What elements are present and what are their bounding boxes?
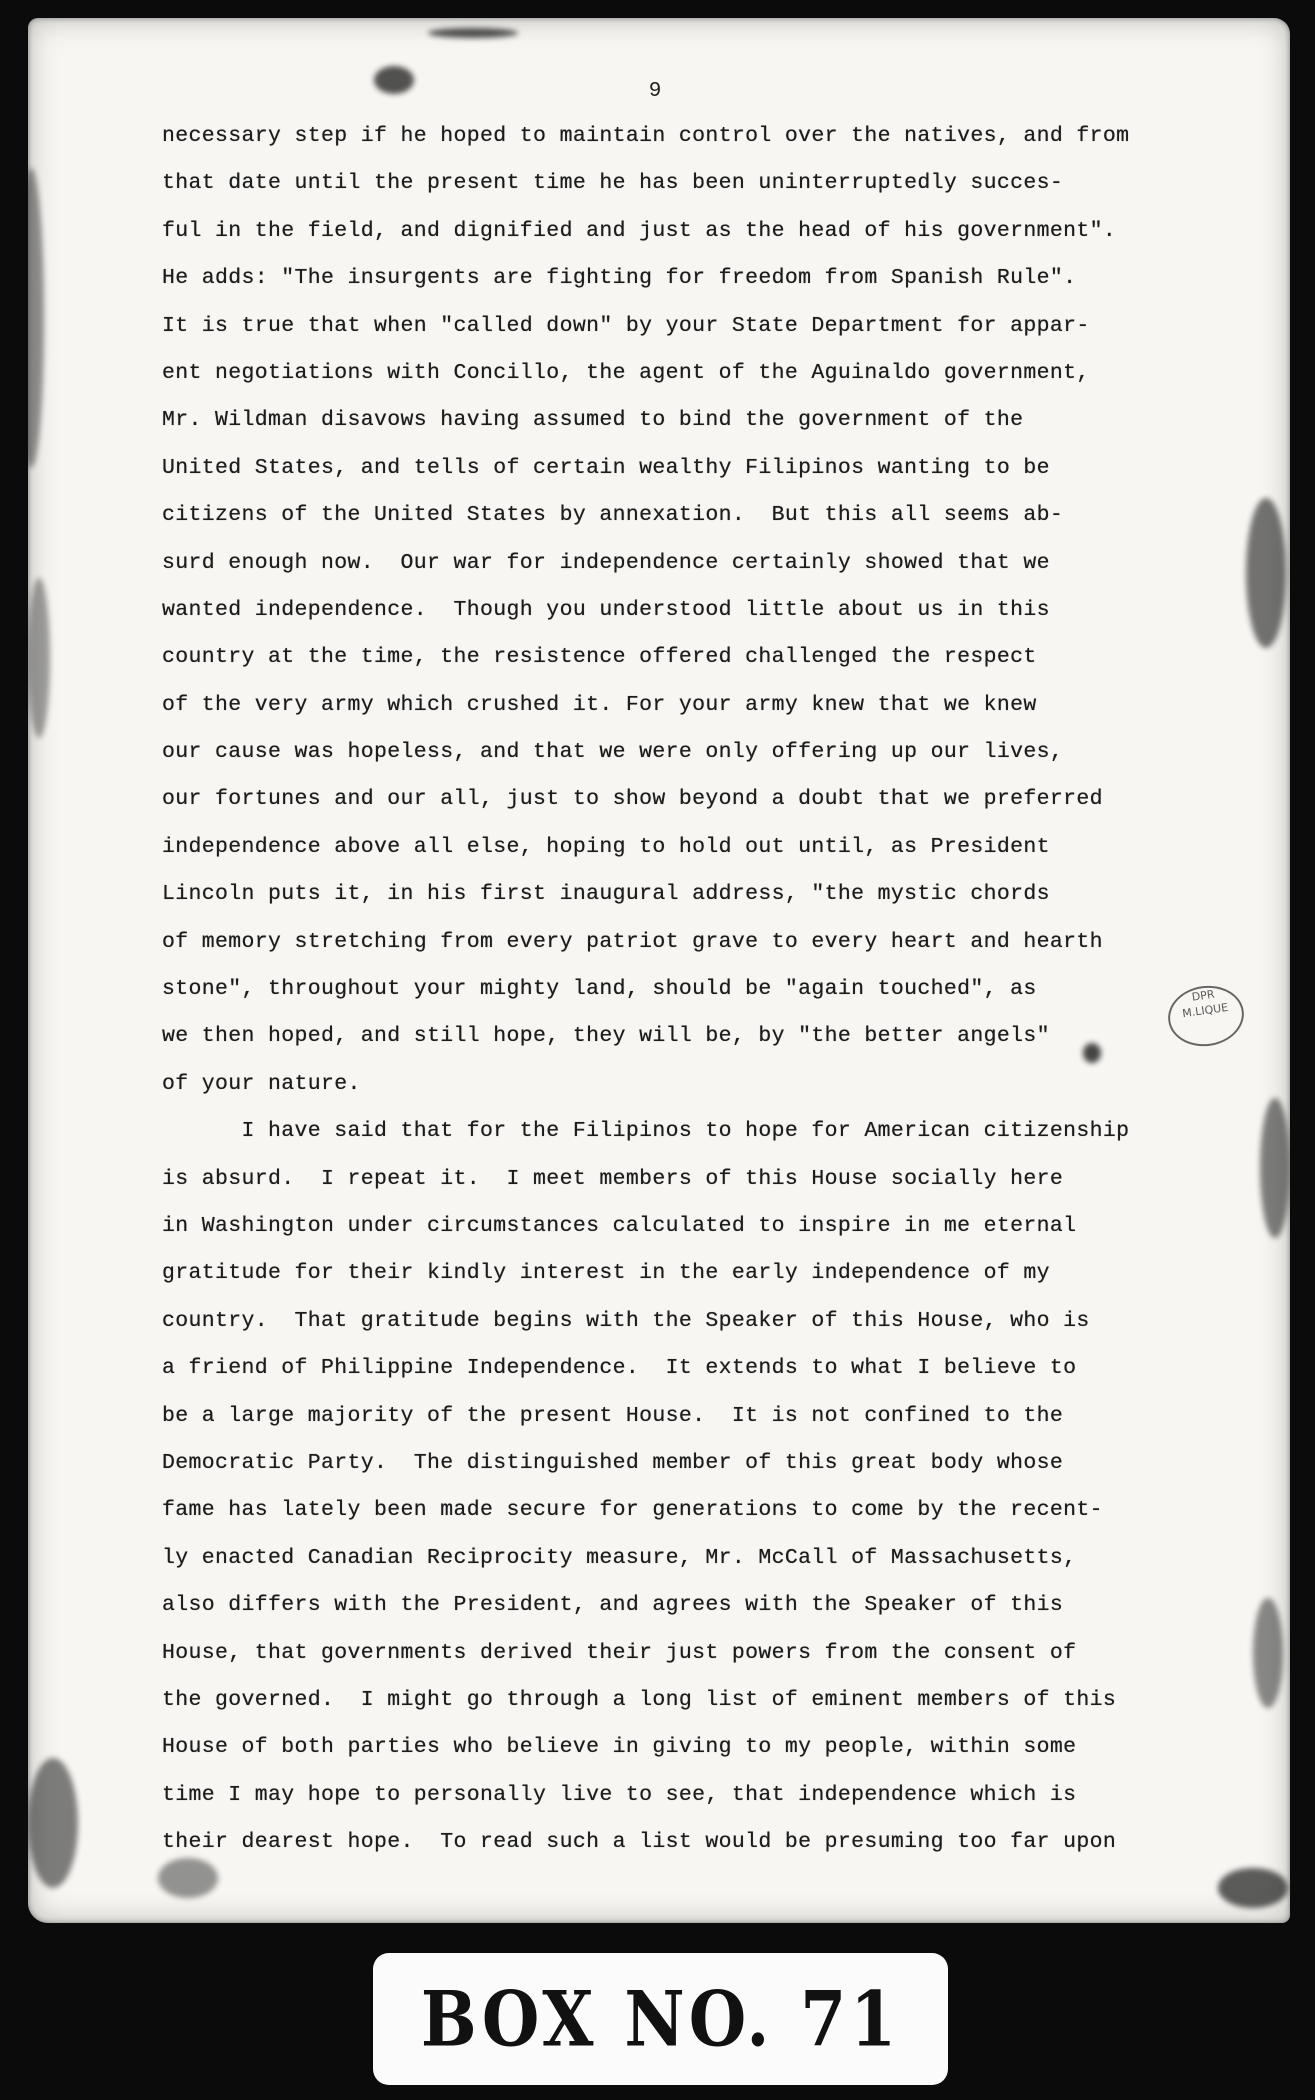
- text-line: their dearest hope. To read such a list would be presuming too far upon: [162, 1830, 1117, 1855]
- text-line: country. That gratitude begins with the Speaker of this House, who is: [162, 1308, 1090, 1333]
- text-line: fame has lately been made secure for generations to come by the recent-: [162, 1498, 1103, 1523]
- text-line: United States, and tells of certain wealthy Filipinos wanting to be: [162, 455, 1050, 480]
- text-line: of the very army which crushed it. For your army knew that we knew: [162, 692, 1037, 717]
- smudge-mark: [1218, 1868, 1288, 1908]
- text-line: our cause was hopeless, and that we were only offering up our lives,: [162, 740, 1064, 765]
- text-line: I have said that for the Filipinos to hope for American citizenship: [162, 1119, 1130, 1144]
- text-line: stone", throughout your mighty land, should be "again touched", as: [162, 977, 1037, 1002]
- text-line: It is true that when "called down" by your State Department for appar-: [162, 313, 1090, 338]
- smudge-mark: [28, 1758, 78, 1888]
- box-label-text: BOX NO. 71: [420, 1974, 901, 2064]
- text-line: the governed. I might go through a long list of eminent members of this: [162, 1687, 1117, 1712]
- text-line: country at the time, the resistence offered challenged the respect: [162, 645, 1037, 670]
- text-line: is absurd. I repeat it. I meet members of this House socially here: [162, 1166, 1064, 1191]
- text-line: a friend of Philippine Independence. It extends to what I believe to: [162, 1356, 1077, 1381]
- document-body: [162, 113, 1222, 1866]
- text-line: in Washington under circumstances calculated to inspire in me eternal: [162, 1213, 1077, 1238]
- text-line: ful in the field, and dignified and just as the head of his government".: [162, 218, 1117, 243]
- text-line: ent negotiations with Concillo, the agent of the Aguinaldo government,: [162, 360, 1090, 385]
- text-line: of your nature.: [162, 1071, 361, 1096]
- text-line: Democratic Party. The distinguished member of this great body whose: [162, 1450, 1064, 1475]
- text-line: that date until the present time he has been uninterruptedly succes-: [162, 171, 1064, 196]
- smudge-mark: [28, 578, 50, 738]
- text-line: independence above all else, hoping to hold out until, as President: [162, 834, 1050, 859]
- text-line: necessary step if he hoped to maintain control over the natives, and from: [162, 124, 1130, 148]
- stamp-line: DPR: [1190, 987, 1216, 1004]
- text-line: be a large majority of the present House. It is not confined to the: [162, 1403, 1064, 1428]
- text-line: House of both parties who believe in giving to my people, within some: [162, 1735, 1077, 1760]
- text-line: we then hoped, and still hope, they will be, by "the better angels": [162, 1024, 1050, 1049]
- text-line: ly enacted Canadian Reciprocity measure, Mr. McCall of Massachusetts,: [162, 1545, 1077, 1570]
- box-label: [373, 1953, 948, 2085]
- stamp-line: M.LIQUE: [1181, 1000, 1229, 1021]
- text-line: time I may hope to personally live to see, that independence which is: [162, 1782, 1077, 1807]
- text-line: our fortunes and our all, just to show beyond a doubt that we preferred: [162, 787, 1103, 812]
- smudge-mark: [1246, 498, 1286, 648]
- text-line: He adds: "The insurgents are fighting for freedom from Spanish Rule".: [162, 266, 1077, 291]
- text-line: Lincoln puts it, in his first inaugural address, "the mystic chords: [162, 882, 1050, 907]
- text-line: citizens of the United States by annexation. But this all seems ab-: [162, 503, 1064, 528]
- text-line: wanted independence. Though you understood little about us in this: [162, 597, 1050, 622]
- text-line: gratitude for their kindly interest in the early independence of my: [162, 1261, 1050, 1286]
- smudge-mark: [428, 28, 518, 38]
- text-line: of memory stretching from every patriot grave to every heart and hearth: [162, 929, 1103, 954]
- text-line: also differs with the President, and agrees with the Speaker of this: [162, 1593, 1064, 1618]
- text-line: surd enough now. Our war for independence certainly showed that we: [162, 550, 1050, 575]
- text-line: Mr. Wildman disavows having assumed to bind the government of the: [162, 408, 1024, 433]
- page-number: 9: [648, 80, 662, 103]
- smudge-mark: [1253, 1598, 1283, 1708]
- smudge-mark: [1260, 1098, 1290, 1238]
- smudge-mark: [28, 168, 44, 468]
- text-line: House, that governments derived their just powers from the consent of: [162, 1640, 1077, 1665]
